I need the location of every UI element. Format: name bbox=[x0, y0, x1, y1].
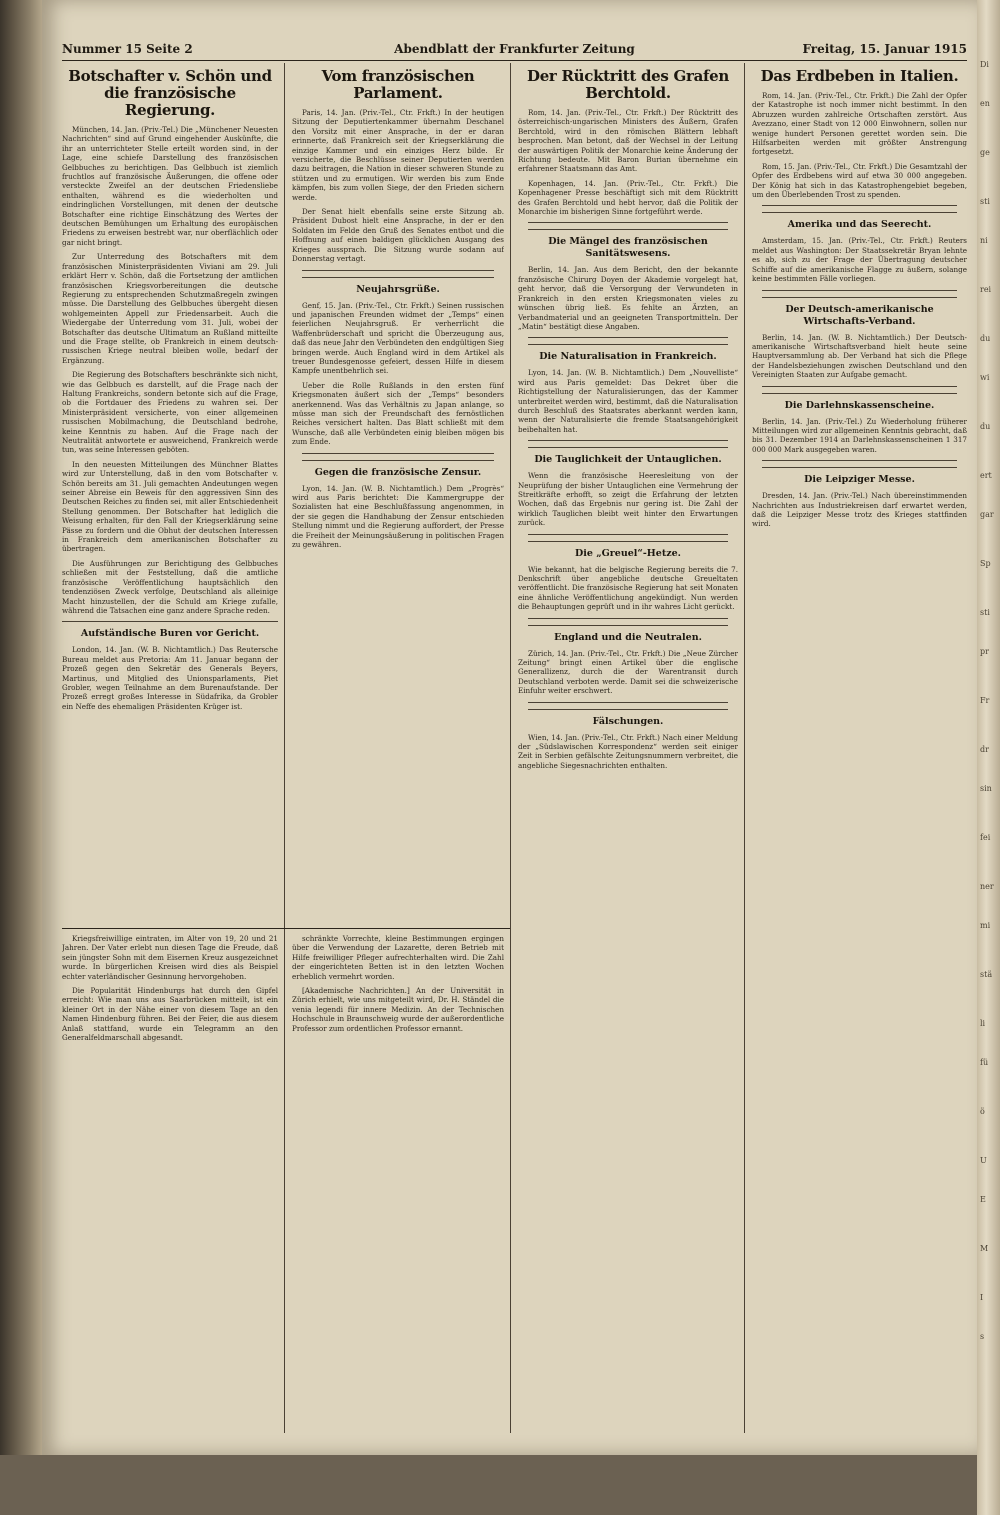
article-paragraph: Die Regierung des Botschafters beschränkte sich nicht, wie das Gelbbuch es darstellt, auf die Frage nach der Haltung Frankreichs, sondern betonte sich auf die Frage, ob die Fortdauer des Friedens zu wahren sei. Der Ministerpräsident versicherte, von einer allgemeinen russischen Mobilmachung, die Deutschland bedrohe, keine Kenntnis zu haben. Auf die Frage nach der Neutralität antwortete er ausweichend, Frankreich werde tun, was seine Interessen geböten. bbox=[62, 370, 278, 455]
edge-text-fragment: ge bbox=[980, 148, 990, 157]
edge-text-fragment: mi bbox=[980, 921, 991, 930]
article-paragraph: Amsterdam, 15. Jan. (Priv.-Tel., Ctr. Frkft.) Reuters meldet aus Washington: Der Staatssekretär Bryan lehnte es ab, sich zu der Frage der Übertragung deutscher Schiffe auf die amerikanische Flagge zu äußern, solange keine bestimmten Fälle vorliegen. bbox=[752, 236, 967, 284]
article-subheadline: Fälschungen. bbox=[592, 715, 664, 727]
adjacent-page-edge bbox=[977, 0, 1000, 1515]
article-paragraph: Berlin, 14. Jan. (W. B. Nichtamtlich.) Der Deutsch-amerikanische Wirtschaftsverband hielt heute seine Hauptversammlung ab. Der Verband hat sich die Pflege der Handelsbeziehungen zwischen Deutschland und den Vereinigten Staaten zur Aufgabe gemacht. bbox=[752, 332, 967, 380]
article-subheadline: Die Mängel des französischen Sanitätswesens. bbox=[548, 236, 708, 260]
edge-text-fragment: Sp bbox=[980, 559, 991, 568]
edge-text-fragment: U bbox=[980, 1156, 987, 1165]
edge-text-fragment: fei bbox=[980, 833, 991, 842]
ornamental-rule bbox=[528, 618, 728, 626]
article-paragraph: Zürich, 14. Jan. (Priv.-Tel., Ctr. Frkft.) Die „Neue Zürcher Zeitung“ bringt einen Artikel über die englische Generallizenz, durch die der Warentransit durch Deutschland verboten werde. Damit sei die schweizerische Einfuhr weiter erschwert. bbox=[518, 648, 738, 696]
edge-text-fragment: en bbox=[980, 99, 990, 108]
ornamental-rule bbox=[528, 222, 728, 230]
article-paragraph: Rom, 14. Jan. (Priv.-Tel., Ctr. Frkft.) Die Zahl der Opfer der Katastrophe ist noch immer nicht bestimmt. In den Abruzzen wurden zahlreiche Ortschaften zerstört. Aus Avezzano, einer Stadt von 12 000 Einwohnern, sollen nur wenige hundert Personen gerettet worden sein. Die Hilfsarbeiten werden mit größter Anstrengung fortgesetzt. bbox=[752, 91, 967, 157]
column-4 bbox=[752, 64, 967, 1434]
article-paragraph: Wenn die französische Heeresleitung von der Neuprüfung der bisher Untauglichen eine Vermehrung der Streitkräfte erhofft, so zeigt die Erfahrung der letzten Wochen, daß das Ergebnis nur gering ist. Die Zahl der wirklich Tauglichen bleibt weit hinter den Erwartungen zurück. bbox=[518, 471, 738, 528]
section-rule bbox=[62, 621, 278, 622]
article-paragraph: Paris, 14. Jan. (Priv.-Tel., Ctr. Frkft.) In der heutigen Sitzung der Deputiertenkammer übernahm Deschanel den Vorsitz mit einer Ansprache, in der er daran erinnerte, daß Frankreich seit der Kriegserklärung die einzige Kammer und ein einziges Herz bilde. Er versicherte, die Beschlüsse seiner Deputierten werden dazu beitragen, die Nation in dieser schweren Stunde zu stützen und zu ermutigen. Wir werden bis zum Ende kämpfen, bis zum vollen Siege, der den Frieden sichern werde. bbox=[292, 108, 504, 202]
article-paragraph: [Akademische Nachrichten.] An der Universität in Zürich erhielt, wie uns mitgeteilt wird, Dr. H. Ständel die venia legendi für innere Medizin. An der Technischen Hochschule in Braunschweig wurde der außerordentliche Professor zum ordentlichen Professor ernannt. bbox=[292, 986, 504, 1033]
ornamental-rule bbox=[762, 290, 957, 298]
edge-text-fragment: M bbox=[980, 1244, 989, 1253]
issue-date: Freitag, 15. Januar 1915 bbox=[802, 42, 967, 56]
book-binding bbox=[0, 0, 42, 1455]
edge-text-fragment: ert bbox=[980, 471, 992, 480]
ornamental-rule bbox=[762, 460, 957, 468]
edge-text-fragment: ni bbox=[980, 236, 988, 245]
edge-text-fragment: stä bbox=[980, 970, 993, 979]
article-headline: Botschafter v. Schön und die französische Regierung. bbox=[68, 67, 272, 119]
article-headline: Vom französischen Parlament. bbox=[321, 67, 475, 102]
newspaper-title: Abendblatt der Frankfurter Zeitung bbox=[394, 42, 635, 56]
edge-text-fragment: pr bbox=[980, 647, 989, 656]
article-subheadline: Der Deutsch-amerikanische Wirtschafts-Verband. bbox=[785, 303, 934, 327]
article-paragraph: Lyon, 14. Jan. (W. B. Nichtamtlich.) Dem „Nouvelliste“ wird aus Paris gemeldet: Das Dekret über die Richtigstellung der Naturalisierungen, das der Kammer unterbreitet werden wird, bestimmt, daß die Naturalisation durch Beschluß des Staatsrates aberkannt werden kann, wenn der Naturalisierte die fremde Staatsangehörigkeit beibehalten hat. bbox=[518, 368, 738, 434]
edge-text-fragment: sin bbox=[980, 784, 992, 793]
article-paragraph: Die Popularität Hindenburgs hat durch den Gipfel erreicht: Wie man uns aus Saarbrücken mitteilt, ist ein kleiner Ort in der Nähe einer von diesem Tage an den Namen Hindenburg führen. Bei der Feier, die aus diesem Anlaß stattfand, wurde ein Telegramm an den Generalfeldmarschall abgesandt. bbox=[62, 986, 278, 1043]
edge-text-fragment: sti bbox=[980, 608, 990, 617]
edge-text-fragment: sti bbox=[980, 197, 990, 206]
bottom-column-2 bbox=[292, 934, 504, 1434]
edge-text-fragment: Fr bbox=[980, 696, 990, 705]
article-paragraph: Lyon, 14. Jan. (W. B. Nichtamtlich.) Dem „Progrès“ wird aus Paris berichtet: Die Kammergruppe der Sozialisten hat eine Beschlußfassung angenommen, in der sie gegen die Handhabung der Zensur entschieden Stellung nimmt und die Regierung auffordert, der Presse die Freiheit der Meinungsäußerung in politischen Fragen zu gewähren. bbox=[292, 483, 504, 550]
article-paragraph: schränkte Vorrechte, kleine Bestimmungen ergingen über die Verwendung der Lazarette, deren Betrieb mit Hilfe freiwilliger Pfleger aufrechterhalten wird. Die Zahl der eingerichteten Betten ist in den letzten Wochen erheblich vermehrt worden. bbox=[292, 934, 504, 981]
edge-text-fragment: li bbox=[980, 1019, 986, 1028]
ornamental-rule bbox=[302, 453, 494, 461]
article-subheadline: Die Darlehnskassenscheine. bbox=[784, 399, 935, 411]
article-paragraph: In den neuesten Mitteilungen des Münchner Blattes wird zur Unterstellung, daß in den vom Botschafter v. Schön bereits am 31. Juli gemachten Andeutungen wegen seiner Abreise ein Beweis für den aggressiven Sinn des Deutschen Reiches zu finden sei, mit aller Entschiedenheit Stellung genommen. Der Botschafter hat lediglich die Weisung erhalten, für den Fall der Kriegserklärung seine Pässe zu fordern und die Obhut der deutschen Interessen in Frankreich dem amerikanischen Botschafter zu übertragen. bbox=[62, 459, 278, 554]
article-paragraph: Wie bekannt, hat die belgische Regierung bereits die 7. Denkschrift über angebliche deutsche Greueltaten veröffentlicht. Die französische Regierung hat seit Monaten eine ähnliche Veröffentlichung angekündigt. Nun werden die Behauptungen geprüft und in ihr wahres Licht gerückt. bbox=[518, 564, 738, 612]
edge-text-fragment: E bbox=[980, 1195, 986, 1204]
article-subheadline: Gegen die französische Zensur. bbox=[314, 466, 482, 478]
edge-text-fragment: du bbox=[980, 334, 991, 343]
article-paragraph: Kopenhagen, 14. Jan. (Priv.-Tel., Ctr. Frkft.) Die Kopenhagener Presse beschäftigt sich mit dem Rücktritt des Grafen Berchtold und hebt hervor, daß die Politik der Monarchie im bisherigen Sinne fortgeführt werde. bbox=[518, 178, 738, 217]
article-headline: Der Rücktritt des Grafen Berchtold. bbox=[526, 67, 730, 102]
article-subheadline: Aufständische Buren vor Gericht. bbox=[80, 628, 260, 640]
column-divider bbox=[744, 63, 745, 1433]
article-paragraph: Die Ausführungen zur Berichtigung des Gelbbuches schließen mit der Feststellung, daß die amtliche französische Veröffentlichung hauptsächlich den tendenziösen Zweck verfolge, Deutschland als alleinige Macht hinzustellen, der die Schuld am Kriege zufalle, während die Tatsachen eine ganz andere Sprache reden. bbox=[62, 558, 278, 615]
article-paragraph: Genf, 15. Jan. (Priv.-Tel., Ctr. Frkft.) Seinen russischen und japanischen Freunden widmet der „Temps“ einen feierlichen Neujahrsgruß. Er verherrlicht die Waffenbrüderschaft und spricht die Überzeugung aus, daß das neue Jahr den Verbündeten den endgültigen Sieg bringen werde. Auch England wird in dem Artikel als treuer Bundesgenosse gefeiert, dessen Hilfe in diesem Kampfe unentbehrlich sei. bbox=[292, 300, 504, 376]
edge-text-fragment: ner bbox=[980, 882, 994, 891]
article-subheadline: Neujahrsgrüße. bbox=[356, 283, 440, 295]
article-paragraph: München, 14. Jan. (Priv.-Tel.) Die „Münchener Neuesten Nachrichten“ sind auf Grund eingehender Auskünfte, die ihr an unterrichteter Stelle erteilt worden sind, in der Lage, eine schiefe Darstellung des französischen Gelbbuches zu berichtigen. Das Gelbbuch ist ziemlich fruchtlos auf französische Äußerungen, die offene oder versteckte Zweifel an der deutschen Friedensliebe enthalten, während es die wiederholten und eindringlichen Vorstellungen, mit denen der deutsche Botschafter eine richtige Einschätzung des Wertes der deutschen Bemühungen um Erhaltung des europäischen Friedens zu erweisen bestrebt war, nur oberflächlich oder gar nicht bringt. bbox=[62, 125, 278, 247]
bottom-column-1 bbox=[62, 934, 278, 1434]
edge-text-fragment: du bbox=[980, 422, 991, 431]
article-paragraph: Zur Unterredung des Botschafters mit dem französischen Ministerpräsidenten Viviani am 29. Juli erklärt Herr v. Schön, daß die Fortsetzung der amtlichen französischen Kriegsvorbereitungen die deutsche Regierung zu entsprechenden Schutzmaßregeln zwingen müsse. Die Darstellung des Gelbbuches übergeht diesen wohlgemeinten Appell zur Friedensarbeit. Auch die Wiedergabe der Unterredung vom 31. Juli, wobei der Botschafter das deutsche Ultimatum an Rußland mitteilte und die Frage stellte, ob Frankreich in einem deutsch-russischen Kriege neutral bleiben wolle, bedarf der Ergänzung. bbox=[62, 252, 278, 365]
edge-text-fragment: dr bbox=[980, 745, 989, 754]
column-1 bbox=[62, 64, 278, 926]
article-paragraph: Rom, 14. Jan. (Priv.-Tel., Ctr. Frkft.) Der Rücktritt des österreichisch-ungarischen Ministers des Äußern, Grafen Berchtold, wird in den römischen Blättern lebhaft besprochen. Man betont, daß der Wechsel in der Leitung der auswärtigen Politik der Monarchie keine Änderung der Richtung bedeute. Mit Baron Burian übernehme ein erfahrener Staatsmann das Amt. bbox=[518, 108, 738, 174]
article-paragraph: Kriegsfreiwillige eintraten, im Alter von 19, 20 und 21 Jahren. Der Vater erlebt nun diesen Tage die Freude, daß sein jüngster Sohn mit dem Eisernen Kreuz ausgezeichnet wurde. In bürgerlichen Kreisen wird dies als Beispiel echter vaterländischer Gesinnung hervorgehoben. bbox=[62, 934, 278, 981]
ornamental-rule bbox=[762, 205, 957, 213]
article-paragraph: Rom, 15. Jan. (Priv.-Tel., Ctr. Frkft.) Die Gesamtzahl der Opfer des Erdbebens wird auf etwa 30 000 angegeben. Der König hat sich in das Katastrophengebiet begeben, um den Überlebenden Trost zu spenden. bbox=[752, 161, 967, 200]
edge-text-fragment: fü bbox=[980, 1058, 989, 1067]
newspaper-page bbox=[42, 0, 977, 1455]
ornamental-rule bbox=[528, 702, 728, 710]
ornamental-rule bbox=[528, 534, 728, 542]
edge-text-fragment: wi bbox=[980, 373, 990, 382]
masthead-rule bbox=[62, 60, 967, 61]
article-subheadline: Die Naturalisation in Frankreich. bbox=[539, 351, 717, 363]
article-paragraph: Berlin, 14. Jan. (Priv.-Tel.) Zu Wiederholung früherer Mitteilungen wird zur allgemeinen Kenntnis gebracht, daß bis 31. Dezember 1914 an Darlehnskassenscheinen 1 317 000 000 Mark ausgegeben waren. bbox=[752, 416, 967, 454]
article-paragraph: London, 14. Jan. (W. B. Nichtamtlich.) Das Reutersche Bureau meldet aus Pretoria: Am 11. Januar begann der Prozeß gegen den Sekretär des Generals Beyers, Martinus, und Mitglied des Unionsparlaments, Piet Grobler, wegen Teilnahme an dem Burenaufstande. Der Prozeß erregt großes Interesse in Südafrika, da Grobler ein Neffe des ehemaligen Präsidenten Krüger ist. bbox=[62, 645, 278, 711]
edge-text-fragment: s bbox=[980, 1332, 985, 1341]
ornamental-rule bbox=[762, 386, 957, 394]
article-subheadline: Die Leipziger Messe. bbox=[804, 474, 915, 486]
edge-text-fragment: I bbox=[980, 1293, 984, 1302]
article-paragraph: Berlin, 14. Jan. Aus dem Bericht, den der bekannte französische Chirurg Doyen der Akademie vorgelegt hat, geht hervor, daß die Versorgung der Verwundeten in Frankreich in den ersten Kriegsmonaten vieles zu wünschen übrig ließ. Es fehlte an Ärzten, an Verbandmaterial und an geeigneten Transportmitteln. Der „Matin“ bestätigt diese Angaben. bbox=[518, 265, 738, 331]
feuilleton-rule bbox=[62, 928, 510, 929]
article-subheadline: Die Tauglichkeit der Untauglichen. bbox=[534, 454, 722, 466]
article-paragraph: Der Senat hielt ebenfalls seine erste Sitzung ab. Präsident Dubost hielt eine Ansprache, in der er den Soldaten im Felde den Gruß des Senates entbot und die Hoffnung auf einen baldigen glücklichen Ausgang des Krieges aussprach. Die Sitzung wurde sodann auf Donnerstag vertagt. bbox=[292, 207, 504, 264]
column-3 bbox=[518, 64, 738, 1434]
edge-text-fragment: rei bbox=[980, 285, 992, 294]
edge-text-fragment: Di bbox=[980, 60, 989, 69]
article-paragraph: Wien, 14. Jan. (Priv.-Tel., Ctr. Frkft.) Nach einer Meldung der „Südslawischen Korrespondenz“ werden seit einiger Zeit in Serbien gefälschte Zeitungsnummern verbreitet, die angebliche Siegesnachrichten enthalten. bbox=[518, 732, 738, 770]
column-2 bbox=[292, 64, 504, 926]
edge-text-fragment: ö bbox=[980, 1107, 985, 1116]
article-subheadline: England und die Neutralen. bbox=[554, 631, 702, 643]
issue-number: Nummer 15 Seite 2 bbox=[62, 42, 193, 56]
column-divider bbox=[510, 63, 511, 1433]
article-paragraph: Ueber die Rolle Rußlands in den ersten fünf Kriegsmonaten äußert sich der „Temps“ besonders anerkennend. Was das Verhältnis zu Japan anlange, so müsse man sich der Freundschaft des fernöstlichen Reiches versichert halten. Das Blatt schließt mit dem Wunsche, daß alle Verbündeten einig bleiben mögen bis zum Ende. bbox=[292, 380, 504, 447]
ornamental-rule bbox=[302, 270, 494, 278]
column-divider bbox=[284, 63, 285, 1433]
edge-text-fragment: gar bbox=[980, 510, 994, 519]
article-subheadline: Die „Greuel“-Hetze. bbox=[575, 547, 681, 559]
ornamental-rule bbox=[528, 337, 728, 345]
article-subheadline: Amerika und das Seerecht. bbox=[787, 219, 932, 231]
article-paragraph: Dresden, 14. Jan. (Priv.-Tel.) Nach übereinstimmenden Nachrichten aus Industriekreisen darf erwartet werden, daß die Leipziger Messe trotz des Krieges stattfinden wird. bbox=[752, 491, 967, 529]
masthead bbox=[62, 42, 967, 62]
ornamental-rule bbox=[528, 440, 728, 448]
article-headline: Das Erdbeben in Italien. bbox=[760, 67, 959, 85]
